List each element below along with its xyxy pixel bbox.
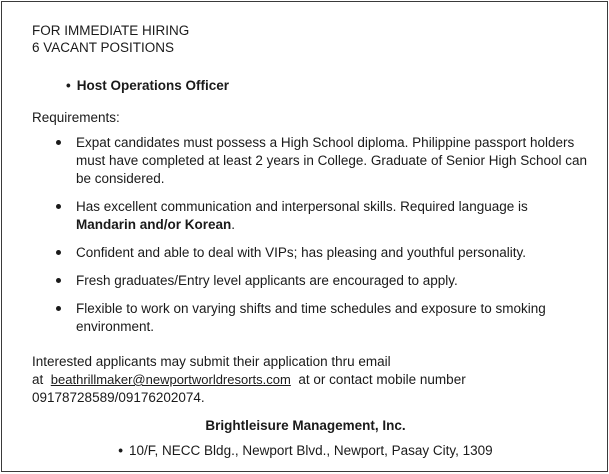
contact-phone-numbers: 09178728589/09176202074.: [32, 390, 205, 405]
bullet-icon: •: [66, 78, 71, 93]
job-posting: [1, 1, 608, 472]
position-item: [66, 78, 229, 93]
requirements-list: [50, 134, 590, 346]
position-title: Host Operations Officer: [76, 78, 230, 93]
bullet-icon: •: [118, 443, 124, 458]
vacancy-count: 6 VACANT POSITIONS: [32, 40, 175, 55]
application-instructions: Interested applicants may submit their application thru email at beathrillmaker@newportworldresorts.com at or contact mobile number 09178728589/09176202074.: [32, 353, 592, 407]
requirements-heading: Requirements:: [32, 110, 120, 125]
email-link[interactable]: beathrillmaker@newportworldresorts.com: [50, 372, 291, 387]
requirement-item: Flexible to work on varying shifts and time schedules and exposure to smoking environment.: [50, 300, 590, 336]
requirement-item: Expat candidates must possess a High School diploma. Philippine passport holders must have completed at least 2 years in College. Graduate of Senior High School can be considered.: [50, 134, 590, 188]
requirement-item: Fresh graduates/Entry level applicants are encouraged to apply.: [50, 272, 590, 290]
company-name: Brightleisure Management, Inc.: [205, 418, 406, 433]
required-languages: Mandarin and/or Korean: [76, 217, 232, 232]
requirement-item: Confident and able to deal with VIPs; has pleasing and youthful personality.: [50, 244, 590, 262]
requirement-item: Has excellent communication and interpersonal skills. Required language is Mandarin and/or Korean.: [50, 198, 590, 234]
company-address: • 10/F, NECC Bldg., Newport Blvd., Newport, Pasay City, 1309: [118, 443, 493, 458]
hiring-headline: FOR IMMEDIATE HIRING: [32, 23, 190, 38]
